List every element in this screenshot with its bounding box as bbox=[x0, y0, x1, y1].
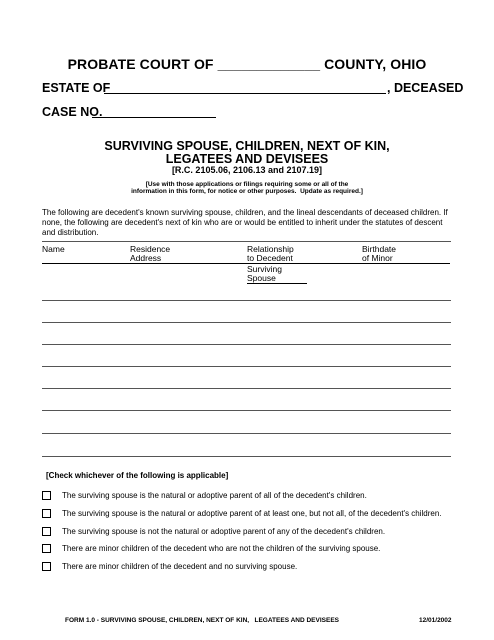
case-number-label: CASE NO. bbox=[42, 105, 103, 119]
statute-citation: [R.C. 2105.06, 2106.13 and 2107.19] bbox=[171, 165, 323, 175]
instructions-line1: [Use with those applications or filings requiring some or all of the bbox=[145, 181, 349, 188]
checklist-item-label: The surviving spouse is the natural or adoptive parent of at least one, but not all, of the decedent's children. bbox=[62, 509, 442, 518]
row1-relationship-2: Spouse bbox=[247, 273, 276, 283]
intro-paragraph: The following are decedent's known surviving spouse, children, and the lineal descendants of deceased children. If none, the following are decedent's next of kin who are or would be entitled to inherit under the statutes of descent and distribution. bbox=[42, 208, 448, 237]
table-row-line[interactable] bbox=[42, 344, 451, 345]
court-heading: PROBATE COURT OF _____________ COUNTY, OHIO bbox=[67, 56, 427, 72]
checkbox[interactable] bbox=[42, 544, 51, 553]
checklist-item-label: The surviving spouse is the natural or adoptive parent of all of the decedent's children. bbox=[62, 491, 367, 500]
row1-relationship-1: Surviving bbox=[247, 264, 282, 274]
table-row-line[interactable] bbox=[42, 366, 451, 367]
checklist-item-label: There are minor children of the decedent and no surviving spouse. bbox=[62, 562, 298, 571]
checkbox[interactable] bbox=[42, 527, 51, 536]
col-header-birthdate-1: Birthdate bbox=[362, 244, 397, 254]
table-top-rule bbox=[42, 241, 451, 242]
case-number-field[interactable] bbox=[92, 117, 216, 118]
checkbox[interactable] bbox=[42, 491, 51, 500]
col-header-residence-2: Address bbox=[130, 253, 162, 263]
col-header-residence-1: Residence bbox=[130, 244, 171, 254]
form-footer-label: FORM 1.0 - SURVIVING SPOUSE, CHILDREN, NEXT OF KIN, LEGATEES AND DEVISEES bbox=[65, 617, 340, 624]
form-title-line2: LEGATEES AND DEVISEES bbox=[165, 152, 329, 166]
col-header-birthdate-2: of Minor bbox=[362, 253, 393, 263]
estate-label: ESTATE OF bbox=[42, 81, 111, 95]
checkbox[interactable] bbox=[42, 509, 51, 518]
col-header-relationship-1: Relationship bbox=[247, 244, 294, 254]
checklist-item-label: The surviving spouse is not the natural or adoptive parent of any of the decedent's children. bbox=[62, 527, 386, 536]
checklist-item-label: There are minor children of the decedent who are not the children of the surviving spouse. bbox=[62, 544, 381, 553]
instructions-line2: information in this form, for notice or other purposes. Update as required.] bbox=[131, 188, 363, 195]
col-header-relationship-2: to Decedent bbox=[247, 253, 293, 263]
name-header-underline bbox=[42, 263, 108, 264]
col-header-name: Name bbox=[42, 244, 65, 254]
checklist-heading: [Check whichever of the following is applicable] bbox=[46, 471, 229, 480]
form-footer-date: 12/01/2002 bbox=[419, 617, 452, 624]
table-row-line[interactable] bbox=[42, 388, 451, 389]
estate-name-field[interactable] bbox=[104, 93, 386, 94]
table-row-line[interactable] bbox=[42, 433, 451, 434]
form-title-line1: SURVIVING SPOUSE, CHILDREN, NEXT OF KIN, bbox=[104, 139, 390, 153]
table-row-line[interactable] bbox=[42, 456, 451, 457]
table-row-line[interactable] bbox=[42, 300, 451, 301]
deceased-label: , DECEASED bbox=[387, 81, 464, 95]
row1-relationship-underline bbox=[247, 283, 307, 284]
table-row-line[interactable] bbox=[42, 410, 451, 411]
checkbox[interactable] bbox=[42, 562, 51, 571]
table-row-line[interactable] bbox=[42, 322, 451, 323]
